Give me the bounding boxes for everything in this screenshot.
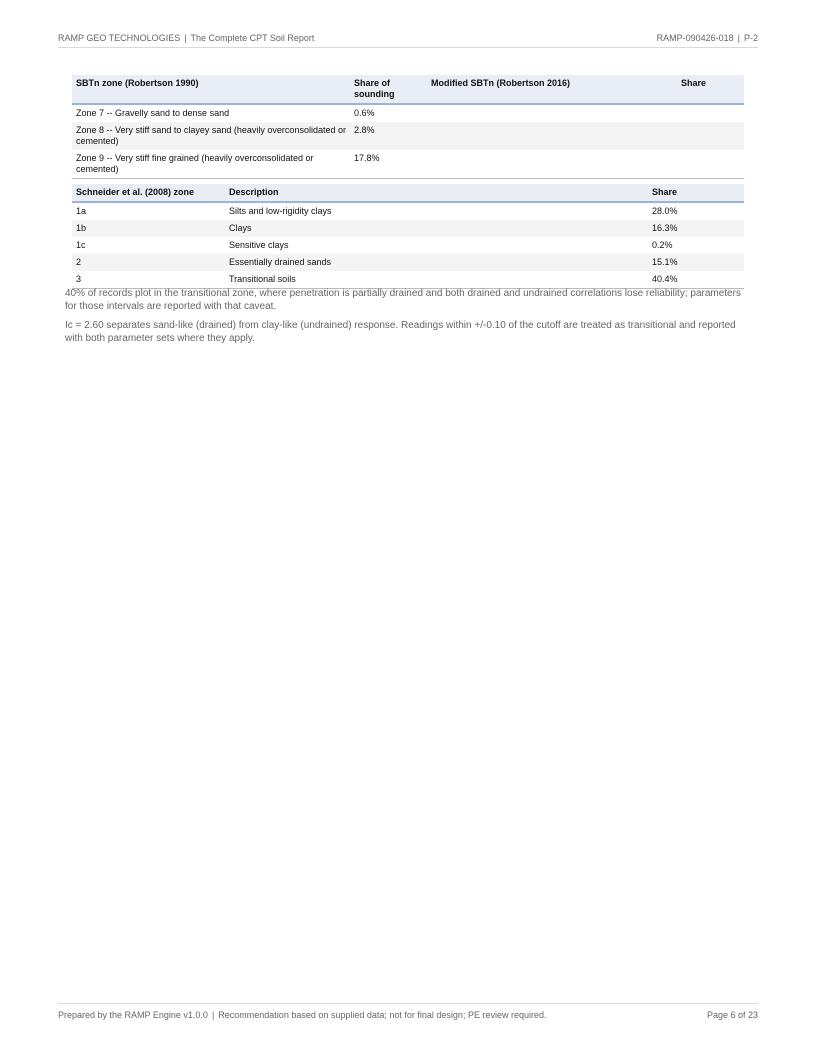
table-row	[72, 202, 744, 220]
share-cell: 17.8%	[354, 153, 380, 163]
page-code: P-2	[743, 33, 758, 43]
zone-cell: Zone 7 -- Gravelly sand to dense sand	[76, 108, 230, 118]
prepared-by: Prepared by the RAMP Engine v1.0.0	[58, 1010, 208, 1020]
column-header: Share	[677, 75, 744, 104]
ic-cutoff-note: Ic = 2.60 separates sand-like (drained) from clay-like (undrained) response. Readings within +/-0.10 of the cutoff are treated as transitional and reported with both parameter sets where they apply.	[65, 320, 736, 344]
header-left	[58, 33, 314, 43]
table-row	[72, 254, 744, 271]
disclaimer: Recommendation based on supplied data; not for final design; PE review required.	[218, 1010, 547, 1020]
header-separator: |	[184, 33, 187, 43]
modified-cell	[427, 150, 677, 179]
modified-share-cell	[677, 104, 744, 122]
header-right	[657, 33, 758, 43]
page-header	[58, 33, 758, 48]
schneider-zone-table	[72, 184, 744, 289]
table-header-row	[72, 75, 744, 104]
page-number: Page 6 of 23	[706, 1010, 758, 1020]
column-header: Share	[648, 184, 744, 202]
description-cell: Essentially drained sands	[225, 254, 648, 271]
share-cell: 16.3%	[648, 220, 744, 237]
zone-cell: 3	[72, 271, 225, 289]
transitional-note: 40% of records plot in the transitional zone, where penetration is partially drained and both drained and undrained correlations lose reliability; parameters for those intervals are reported with that caveat.	[65, 288, 741, 312]
description-cell: Transitional soils	[225, 271, 648, 289]
zone-cell: 1a	[76, 206, 87, 216]
description-cell: Silts and low-rigidity clays	[229, 206, 332, 216]
table-row	[72, 104, 744, 122]
document-id: RAMP-090426-018	[656, 33, 734, 43]
table-row	[72, 122, 744, 150]
zone-cell: 1c	[76, 240, 86, 250]
table-row	[72, 271, 744, 289]
table-row	[72, 237, 744, 254]
zone-cell: Zone 9 -- Very stiff fine grained (heavily overconsolidated or cemented)	[76, 153, 314, 174]
sbtn-zone-table	[72, 75, 744, 179]
share-cell: 2.8%	[350, 122, 427, 150]
zone-cell: 1b	[72, 220, 225, 237]
share-cell: 0.2%	[652, 240, 673, 250]
header-separator: |	[737, 33, 740, 43]
description-cell: Clays	[225, 220, 648, 237]
table-row	[72, 150, 744, 179]
footer-left	[58, 1010, 546, 1020]
share-cell: 28.0%	[652, 206, 678, 216]
modified-share-cell	[677, 150, 744, 179]
column-header: Description	[225, 184, 648, 202]
column-header: Schneider et al. (2008) zone	[72, 184, 225, 202]
column-header: SBTn zone (Robertson 1990)	[72, 75, 350, 104]
description-cell: Sensitive clays	[229, 240, 289, 250]
company-name: RAMP GEO TECHNOLOGIES	[58, 33, 181, 43]
zone-cell: 2	[72, 254, 225, 271]
share-cell: 15.1%	[648, 254, 744, 271]
zone-cell: Zone 8 -- Very stiff sand to clayey sand (heavily overconsolidated or cemented)	[72, 122, 350, 150]
modified-cell	[427, 104, 677, 122]
share-cell: 40.4%	[648, 271, 744, 289]
table-header-row	[72, 184, 744, 202]
table-row	[72, 220, 744, 237]
modified-cell	[427, 122, 677, 150]
modified-share-cell	[677, 122, 744, 150]
column-header: Modified SBTn (Robertson 2016)	[427, 75, 677, 104]
report-title: The Complete CPT Soil Report	[190, 33, 315, 43]
share-cell: 0.6%	[354, 108, 375, 118]
footer-separator: |	[211, 1010, 215, 1020]
page-footer	[58, 1003, 758, 1024]
column-header: Share of sounding	[350, 75, 427, 104]
